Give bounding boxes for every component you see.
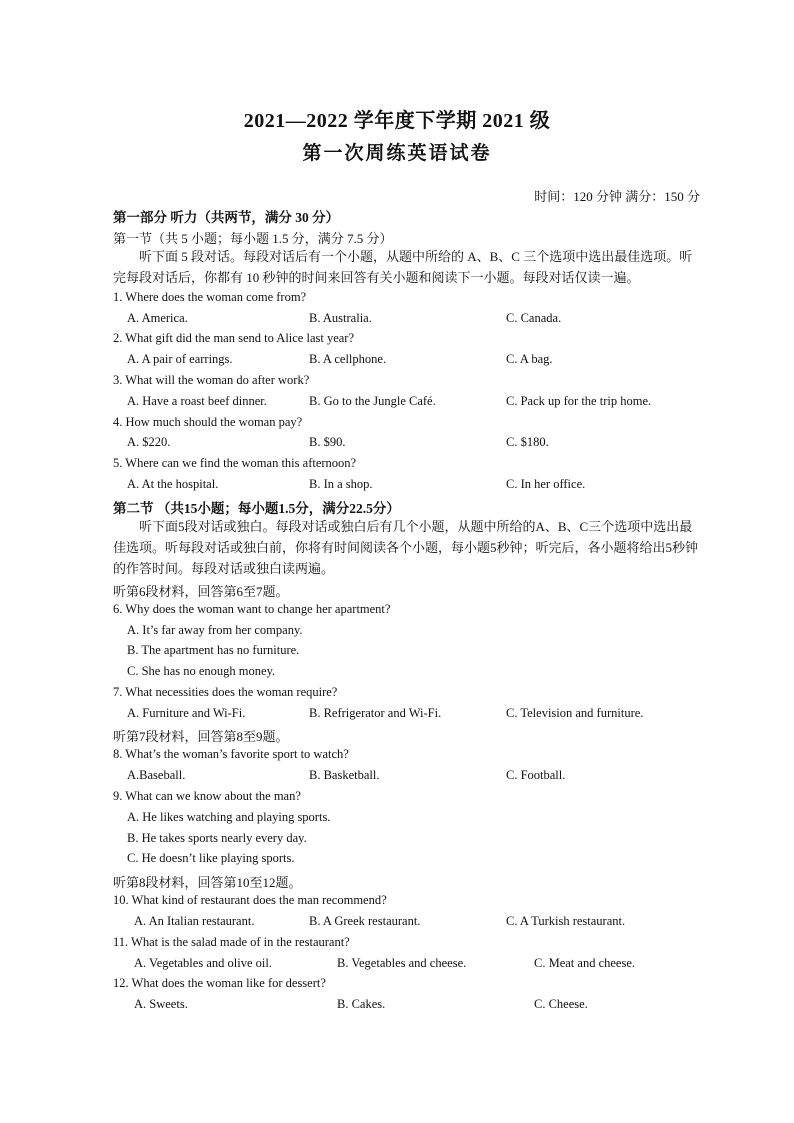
q5-option-a: A. At the hospital. (127, 477, 219, 491)
section2-title: 第二节 （共15小题；每小题1.5分，满分22.5分） (113, 501, 400, 516)
time-info: 时间：120 分钟 满分：150 分 (534, 189, 700, 204)
part1-title: 第一部分 听力（共两节，满分 30 分） (113, 210, 340, 225)
q9-option-c: C. He doesn’t like playing sports. (127, 851, 295, 865)
material-8-note: 听第8段材料，回答第10至12题。 (113, 875, 302, 890)
question-2: 2. What gift did the man send to Alice last year? (113, 331, 355, 345)
section1-title: 第一节（共 5 小题；每小题 1.5 分，满分 7.5 分） (113, 231, 393, 246)
q2-option-a: A. A pair of earrings. (127, 352, 233, 366)
q10-option-b: B. A Greek restaurant. (309, 914, 421, 928)
question-5: 5. Where can we find the woman this afternoon? (113, 456, 357, 470)
q1-option-a: A. America. (127, 311, 188, 325)
q3-option-c: C. Pack up for the trip home. (506, 394, 652, 408)
q1-option-b: B. Australia. (309, 311, 372, 325)
q7-option-b: B. Refrigerator and Wi-Fi. (309, 706, 442, 720)
section2-instructions: 听下面5段对话或独白。每段对话或独白后有几个小题，从题中所给的A、B、C三个选项中选出最佳选项。听每段对话或独白前，你将有时间阅读各个小题，每小题5秒钟；听完后，各小题将给出5秒钟的作答时间。每段对话或独白读两遍。 (113, 519, 699, 576)
q3-option-a: A. Have a roast beef dinner. (127, 394, 267, 408)
q12-option-a: A. Sweets. (134, 997, 188, 1011)
q8-option-c: C. Football. (506, 768, 566, 782)
q7-option-a: A. Furniture and Wi-Fi. (127, 706, 246, 720)
material-6-note: 听第6段材料，回答第6至7题。 (113, 584, 289, 599)
q7-option-c: C. Television and furniture. (506, 706, 644, 720)
question-8: 8. What’s the woman’s favorite sport to watch? (113, 747, 349, 761)
q4-option-b: B. $90. (309, 435, 346, 449)
q3-option-b: B. Go to the Jungle Café. (309, 394, 436, 408)
exam-subtitle: 第一次周练英语试卷 (302, 143, 492, 164)
exam-title: 2021—2022 学年度下学期 2021 级 (243, 110, 551, 132)
question-10: 10. What kind of restaurant does the man recommend? (113, 893, 387, 907)
q12-option-b: B. Cakes. (337, 997, 386, 1011)
q11-option-a: A. Vegetables and olive oil. (134, 956, 272, 970)
material-7-note: 听第7段材料，回答第8至9题。 (113, 729, 289, 744)
question-9: 9. What can we know about the man? (113, 789, 301, 803)
q9-option-b: B. He takes sports nearly every day. (127, 831, 307, 845)
question-1: 1. Where does the woman come from? (113, 290, 307, 304)
q6-option-b: B. The apartment has no furniture. (127, 643, 300, 657)
section1-instructions: 听下面 5 段对话。每段对话后有一个小题，从题中所给的 A、B、C 三个选项中选出最佳选项。听完每段对话后，你都有 10 秒钟的时间来回答有关小题和阅读下一小题。每段对话仅读一遍。 (113, 249, 693, 285)
question-7: 7. What necessities does the woman require? (113, 685, 338, 699)
q10-option-c: C. A Turkish restaurant. (506, 914, 626, 928)
q10-option-a: A. An Italian restaurant. (134, 914, 255, 928)
q12-option-c: C. Cheese. (534, 997, 588, 1011)
q11-option-c: C. Meat and cheese. (534, 956, 636, 970)
question-3: 3. What will the woman do after work? (113, 373, 310, 387)
q5-option-c: C. In her office. (506, 477, 586, 491)
q9-option-a: A. He likes watching and playing sports. (127, 810, 331, 824)
q1-option-c: C. Canada. (506, 311, 562, 325)
question-12: 12. What does the woman like for dessert? (113, 976, 326, 990)
q4-option-c: C. $180. (506, 435, 549, 449)
q2-option-c: C. A bag. (506, 352, 553, 366)
q6-option-c: C. She has no enough money. (127, 664, 276, 678)
q6-option-a: A. It’s far away from her company. (127, 623, 303, 637)
q8-option-a: A.Baseball. (127, 768, 186, 782)
q4-option-a: A. $220. (127, 435, 171, 449)
question-6: 6. Why does the woman want to change her apartment? (113, 602, 391, 616)
question-4: 4. How much should the woman pay? (113, 415, 303, 429)
q11-option-b: B. Vegetables and cheese. (337, 956, 467, 970)
question-11: 11. What is the salad made of in the restaurant? (113, 935, 350, 949)
q8-option-b: B. Basketball. (309, 768, 380, 782)
q5-option-b: B. In a shop. (309, 477, 373, 491)
q2-option-b: B. A cellphone. (309, 352, 387, 366)
